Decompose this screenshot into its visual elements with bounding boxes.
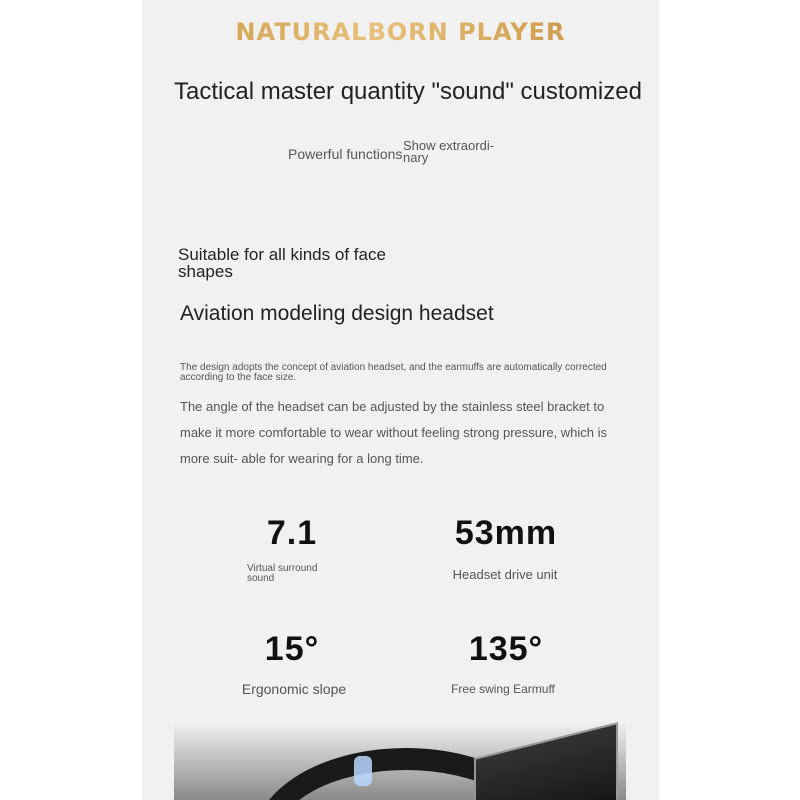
stat-label-slope: Ergonomic slope bbox=[241, 681, 347, 697]
product-panel bbox=[142, 0, 659, 800]
stat-label-swing: Free swing Earmuff bbox=[451, 682, 555, 696]
subtitle-powerful-functions: Powerful functions bbox=[288, 146, 403, 162]
headline: Tactical master quantity "sound" customized bbox=[174, 78, 642, 105]
device-edge bbox=[474, 722, 618, 800]
design-description-small: The design adopts the concept of aviation headset, and the earmuffs are automatically corrected according to the face size. bbox=[180, 362, 607, 383]
design-description-body: The angle of the headset can be adjusted by the stainless steel bracket to make it more comfortable to wear without feeling strong pressure, which is more suit- able for wearing for a long time. bbox=[180, 399, 608, 466]
stat-value-drive-unit: 53mm bbox=[454, 514, 558, 552]
stat-value-slope: 15° bbox=[264, 630, 320, 668]
brand-title: NATURALBORN PLAYER bbox=[142, 18, 659, 46]
led-light bbox=[354, 756, 372, 786]
stat-label-drive-unit: Headset drive unit bbox=[452, 567, 558, 582]
face-shapes-heading: Suitable for all kinds of face shapes bbox=[178, 245, 386, 281]
headset-product-photo bbox=[174, 720, 626, 800]
aviation-design-heading: Aviation modeling design headset bbox=[180, 302, 494, 325]
stat-value-surround: 7.1 bbox=[266, 514, 318, 552]
stat-label-surround: Virtual surround sound bbox=[247, 563, 318, 584]
subtitle-show-extraordinary: Show extraordi- nary bbox=[403, 138, 495, 165]
stat-value-swing: 135° bbox=[468, 630, 544, 668]
